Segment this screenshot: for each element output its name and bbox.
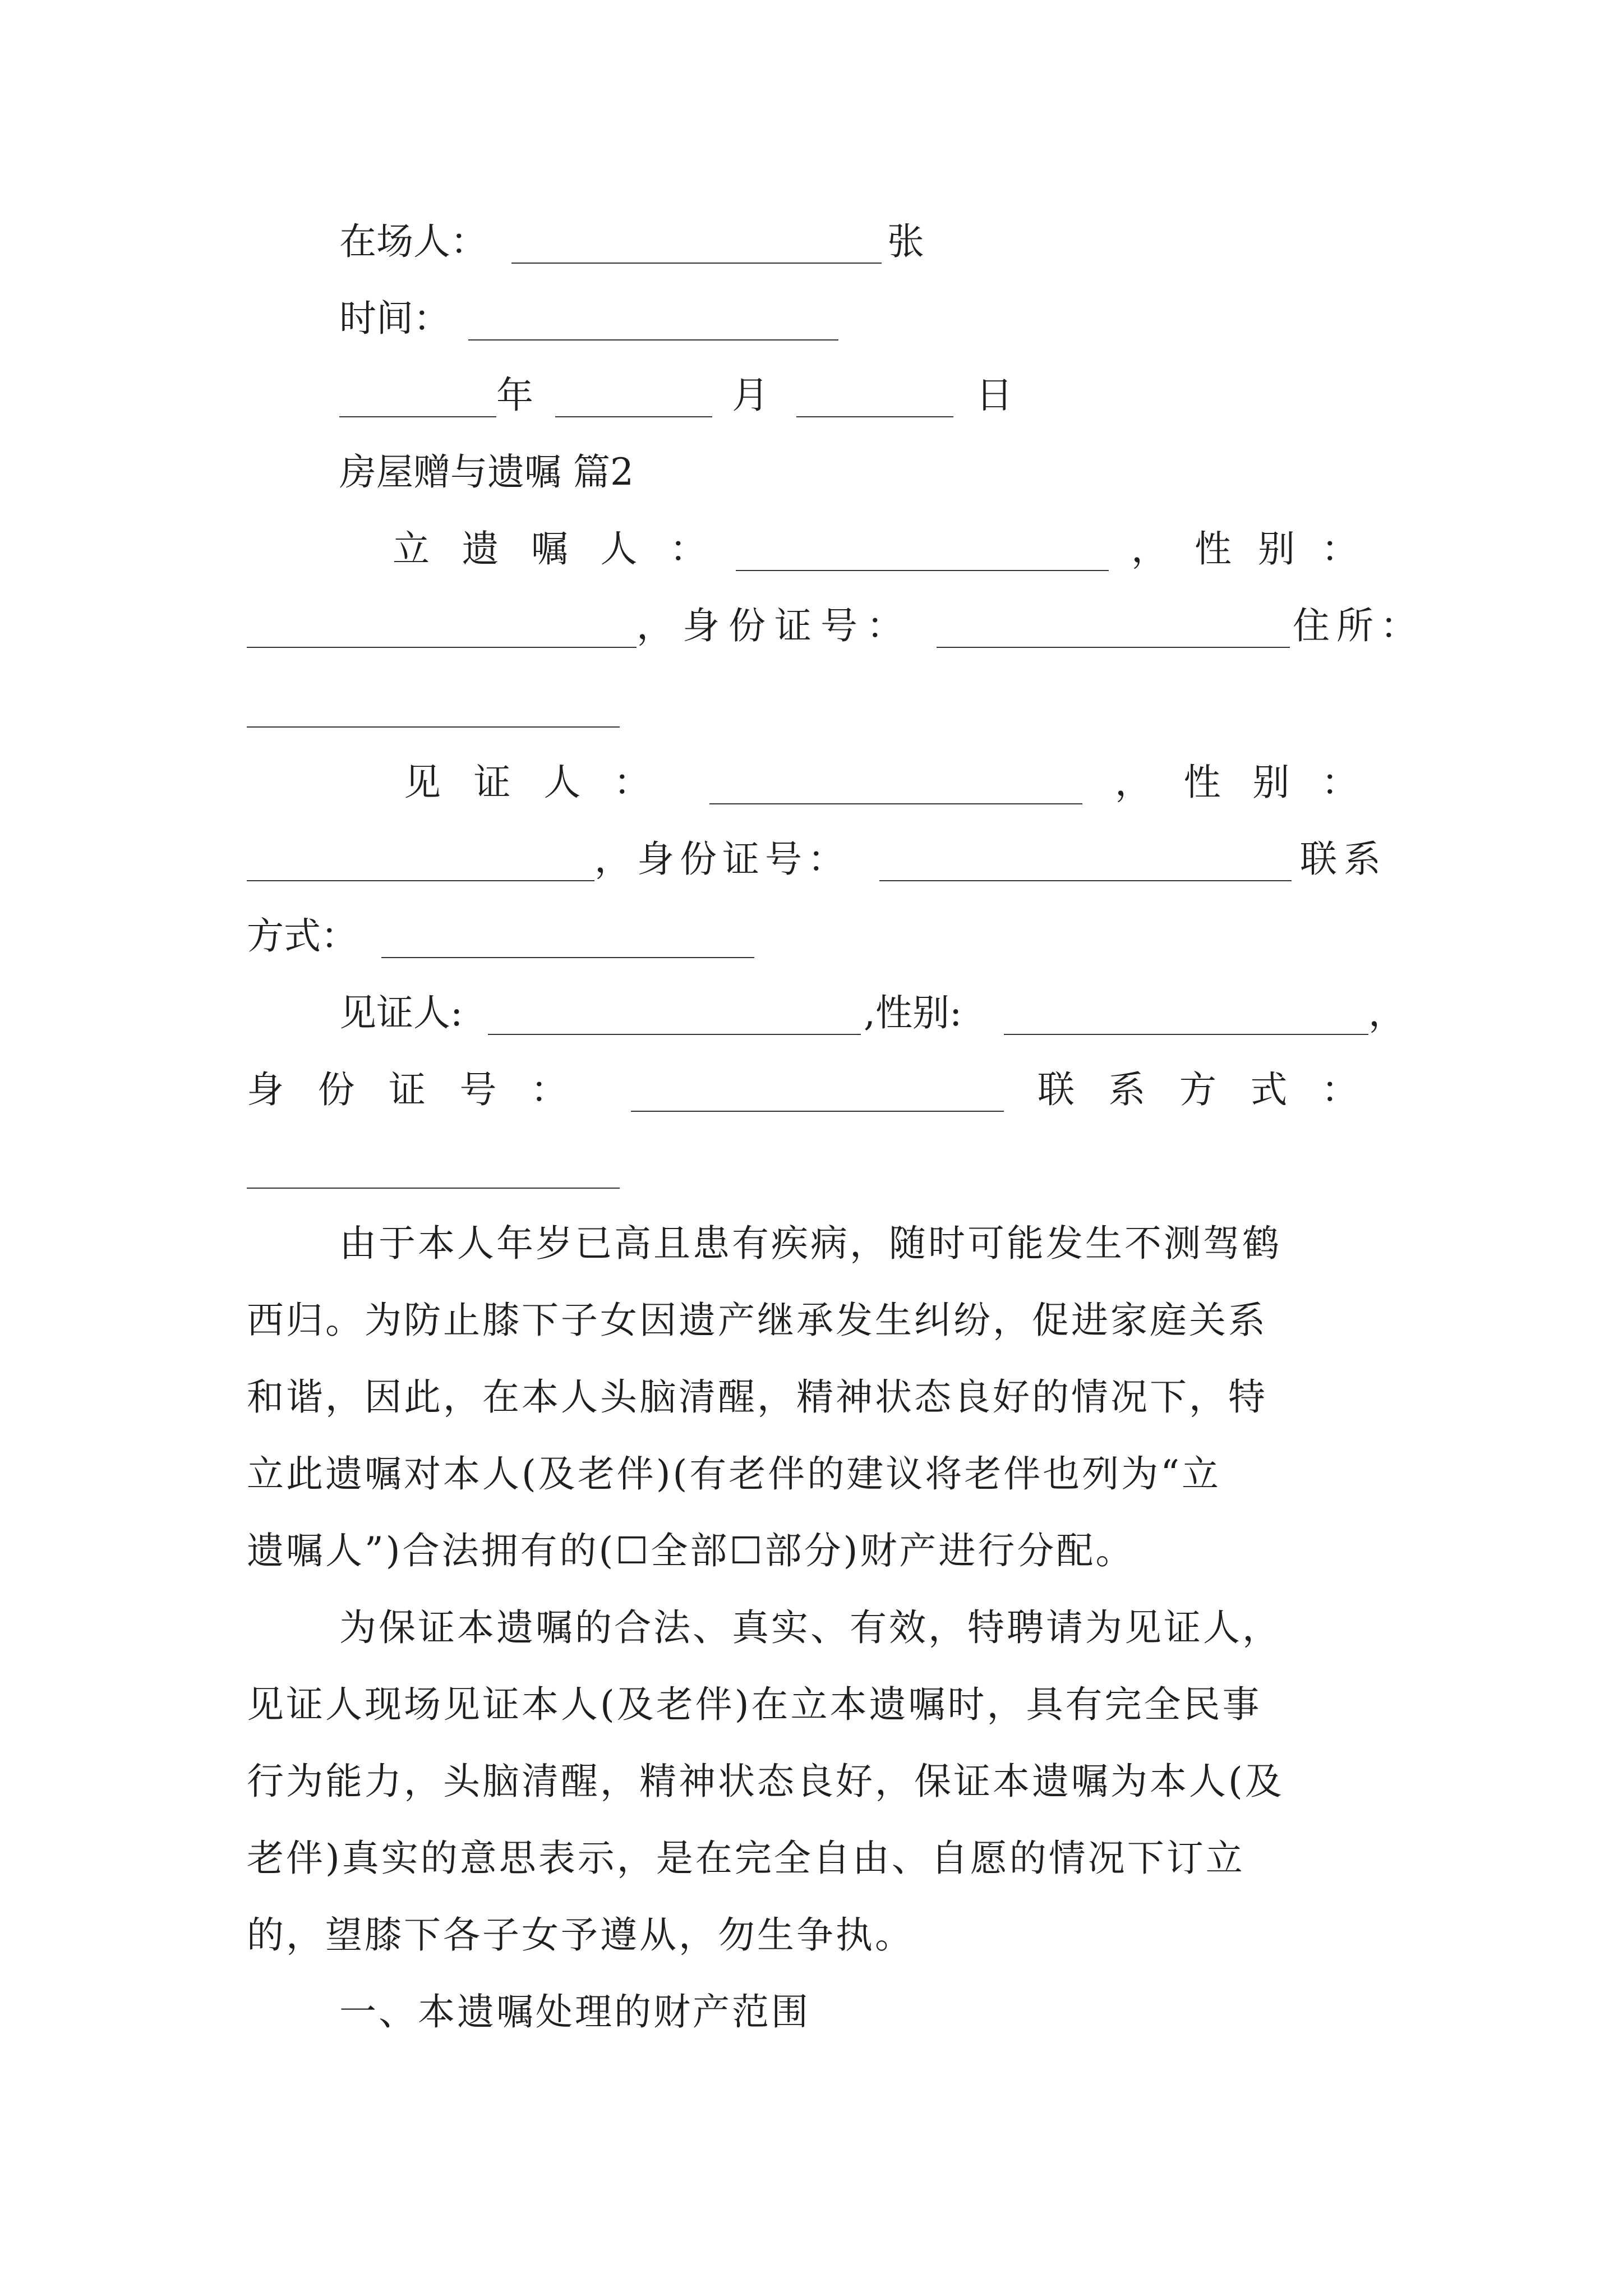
witness1-label: 见 证 人 ： [404, 761, 651, 804]
witness1-contact-blank [381, 957, 754, 958]
section-heading-property-scope: 一、本遗嘱处理的财产范围 [339, 1990, 810, 2033]
witness1-contact-label: 联系 [1300, 838, 1387, 881]
paragraph-line: 和谐，因此，在本人头脑清醒，精神状态良好的情况下，特 [247, 1375, 1267, 1419]
testator-id-blank [937, 647, 1290, 648]
witness1-contact-label-2: 方式： [247, 914, 358, 958]
paragraph-line: 为保证本遗嘱的合法、真实、有效，特聘请为见证人， [339, 1606, 1281, 1649]
testator-label: 立 遗 嘱 人 ： [393, 527, 707, 570]
witness2-gender-label: ,性别: [864, 991, 962, 1034]
present-label: 在场人： [339, 220, 487, 263]
time-blank [468, 339, 838, 341]
paragraph-line: 行为能力，头脑清醒，精神状态良好，保证本遗嘱为本人(及 [247, 1760, 1284, 1803]
year-blank [339, 416, 496, 417]
witness2-id-blank [631, 1111, 1004, 1112]
paragraph-line: 的，望膝下各子女予遵从，勿生争执。 [247, 1913, 914, 1957]
testator-name-blank [736, 570, 1109, 571]
present-blank [511, 263, 882, 264]
paragraph-line: 老伴)真实的意思表示，是在完全自由、自愿的情况下订立 [247, 1837, 1245, 1880]
witness2-gender-blank [1004, 1034, 1368, 1035]
testator-address-label: 住所： [1293, 604, 1424, 647]
paragraph-line: 由于本人年岁已高且患有疾病，随时可能发生不测驾鹤 [339, 1222, 1281, 1265]
witness2-contact-blank [247, 1188, 620, 1189]
witness2-comma: ， [1368, 991, 1405, 1034]
witness1-name-blank [709, 803, 1082, 804]
witness1-id-label: ，身份证号： [594, 838, 850, 881]
testator-id-label: ，身份证号： [637, 604, 912, 647]
day-label: 日 [976, 374, 1013, 417]
testator-gender-label: ， 性 别 ： [1131, 527, 1358, 570]
present-suffix: 张 [887, 220, 924, 263]
witness2-contact-label: 联 系 方 式 ： [1038, 1068, 1358, 1111]
paragraph-line: 遗嘱人”)合法拥有的(☐全部☐部分)财产进行分配。 [247, 1529, 1135, 1572]
time-label: 时间： [339, 297, 450, 340]
month-label: 月 [732, 374, 769, 417]
month-blank [555, 416, 712, 417]
witness1-gender-label: ， 性 别 ： [1115, 761, 1358, 804]
section-title: 房屋赠与遗嘱 篇2 [339, 450, 634, 494]
paragraph-line: 立此遗嘱对本人(及老伴)(有老伴的建议将老伴也列为“立 [247, 1452, 1221, 1496]
witness2-name-blank [488, 1034, 861, 1035]
witness1-id-blank [879, 880, 1292, 881]
testator-address-blank [247, 726, 620, 728]
testator-gender-blank [247, 647, 637, 648]
witness1-gender-blank [247, 880, 594, 881]
day-blank [796, 416, 953, 417]
witness2-id-label: 身 份 证 号 ： [247, 1068, 568, 1111]
paragraph-line: 西归。为防止膝下子女因遗产继承发生纠纷，促进家庭关系 [247, 1299, 1267, 1342]
paragraph-line: 见证人现场见证本人(及老伴)在立本遗嘱时，具有完全民事 [247, 1683, 1262, 1726]
witness2-label: 见证人: [339, 991, 463, 1034]
year-label: 年 [496, 374, 533, 417]
